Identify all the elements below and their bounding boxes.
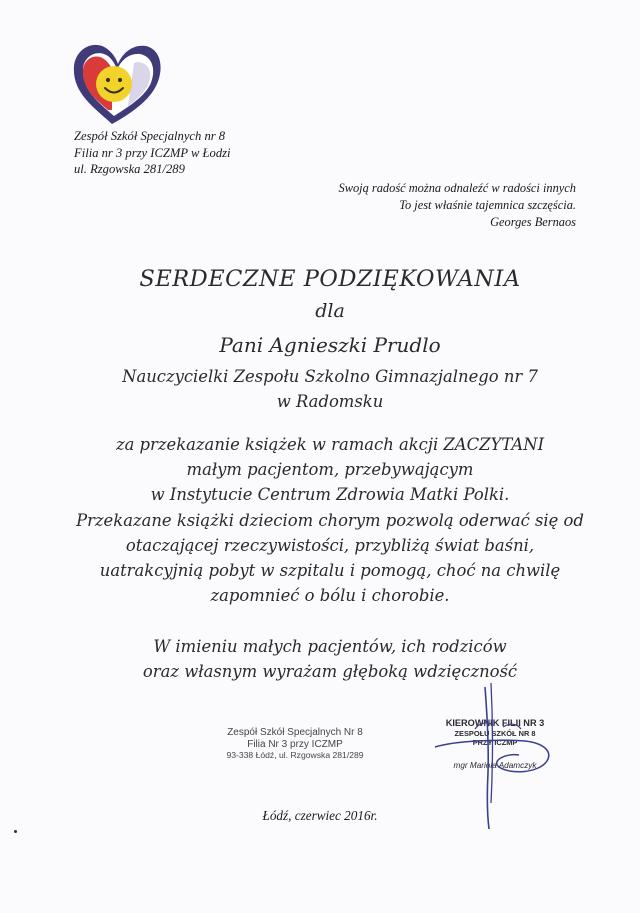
scan-speck bbox=[14, 830, 17, 833]
quote-line-1: Swoją radość można odnaleźć w radości innych bbox=[338, 181, 576, 195]
closing-statement bbox=[60, 634, 600, 684]
organization-header bbox=[74, 128, 314, 178]
quote-line-2: To jest właśnie tajemnica szczęścia. bbox=[399, 197, 576, 212]
quote-author: Georges Bernaos bbox=[490, 214, 576, 229]
body-line: zapomnieć o bólu i chorobie. bbox=[210, 586, 450, 606]
thanks-body bbox=[60, 432, 600, 608]
seal-line-1: KIEROWNIK FILII NR 3 bbox=[445, 718, 545, 728]
stamp-line-2: Filia Nr 3 przy ICZMP bbox=[247, 738, 343, 750]
organization-branch: Filia nr 3 przy ICZMP w Łodzi bbox=[74, 145, 231, 160]
organization-name: Zespół Szkół Specjalnych nr 8 bbox=[74, 129, 226, 143]
recipient-role bbox=[60, 364, 600, 414]
seal-line-2: ZESPOŁU SZKÓŁ NR 8 bbox=[454, 729, 536, 738]
closing-line: oraz własnym wyrażam głęboką wdzięczność bbox=[142, 662, 518, 682]
place-and-date: Łódź, czerwiec 2016r. bbox=[262, 808, 378, 823]
body-line: uatrakcyjnią pobyt w szpitalu i pomogą, choć na chwilę bbox=[99, 561, 561, 581]
for-label: dla bbox=[315, 300, 345, 322]
stamp-line-1: Zespół Szkół Specjalnych Nr 8 bbox=[227, 727, 363, 738]
organization-address: ul. Rzgowska 281/289 bbox=[74, 162, 185, 176]
body-line: otaczającej rzeczywistości, przybliżą świat baśni, bbox=[125, 535, 535, 555]
closing-line: W imieniu małych pacjentów, ich rodziców bbox=[153, 637, 507, 656]
recipient-name: Pani Agnieszki Prudlo bbox=[219, 333, 441, 357]
recipient-role-line-1: Nauczycielki Zespołu Szkolno Gimnazjalnego nr 7 bbox=[122, 367, 538, 386]
hearts-smiley-icon bbox=[70, 36, 162, 128]
body-line: w Instytucie Centrum Zdrowia Matki Polki. bbox=[150, 485, 510, 505]
seal-line-4: mgr Mariola Adamczyk bbox=[453, 761, 537, 770]
stamp-line-3: 93-338 Łódź, ul. Rzgowska 281/289 bbox=[226, 750, 364, 760]
seal-line-3: PRZY ICZMP bbox=[472, 738, 518, 747]
recipient-role-line-2: w Radomsku bbox=[276, 392, 384, 411]
body-line: małym pacjentom, przebywającym bbox=[186, 460, 474, 480]
school-stamp bbox=[210, 727, 380, 762]
document-title: SERDECZNE PODZIĘKOWANIA bbox=[139, 266, 521, 292]
body-line: za przekazanie książek w ramach akcji ZACZYTANI bbox=[115, 435, 545, 454]
body-line: Przekazane książki dzieciom chorym pozwolą oderwać się od bbox=[76, 510, 584, 530]
motto-quote bbox=[246, 180, 576, 230]
